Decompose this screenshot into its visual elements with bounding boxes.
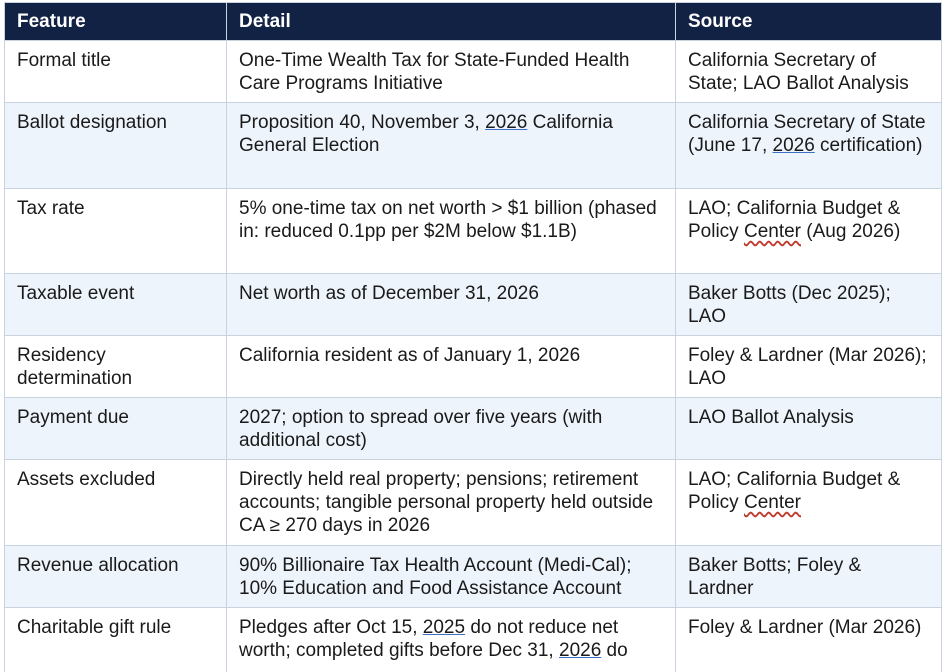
table-row — [5, 41, 942, 103]
feature-cell: Revenue allocation — [5, 546, 227, 608]
detail-cell: 2027; option to spread over five years (with additional cost) — [227, 398, 676, 460]
source-cell: Foley & Lardner (Mar 2026); LAO — [676, 336, 942, 398]
feature-cell: Assets excluded — [5, 460, 227, 546]
detail-cell: California resident as of January 1, 2026 — [227, 336, 676, 398]
header-feature: Feature — [5, 3, 227, 41]
feature-cell: Payment due — [5, 398, 227, 460]
source-cell: California Secretary of State; LAO Ballot Analysis — [676, 41, 942, 103]
feature-cell: Taxable event — [5, 274, 227, 336]
source-cell: Baker Botts; Foley & Lardner — [676, 546, 942, 608]
detail-cell: Proposition 40, November 3, 2026 California General Election — [227, 103, 676, 189]
detail-cell: 5% one-time tax on net worth > $1 billion (phased in: reduced 0.1pp per $2M below $1.1B) — [227, 189, 676, 274]
table-row — [5, 608, 942, 672]
table-row — [5, 336, 942, 398]
source-cell: Baker Botts (Dec 2025); LAO — [676, 274, 942, 336]
proposition-table — [4, 2, 942, 672]
table-row — [5, 189, 942, 274]
source-cell: LAO; California Budget & Policy Center — [676, 460, 942, 546]
header-detail: Detail — [227, 3, 676, 41]
table-row — [5, 460, 942, 546]
table-row — [5, 274, 942, 336]
feature-cell: Charitable gift rule — [5, 608, 227, 672]
detail-cell: Net worth as of December 31, 2026 — [227, 274, 676, 336]
feature-cell: Residency determination — [5, 336, 227, 398]
source-cell: LAO; California Budget & Policy Center (Aug 2026) — [676, 189, 942, 274]
table-row — [5, 398, 942, 460]
source-cell: Foley & Lardner (Mar 2026) — [676, 608, 942, 672]
detail-cell: One-Time Wealth Tax for State-Funded Health Care Programs Initiative — [227, 41, 676, 103]
header-source: Source — [676, 3, 942, 41]
detail-cell: Pledges after Oct 15, 2025 do not reduce net worth; completed gifts before Dec 31, 2026 do — [227, 608, 676, 672]
header-row — [5, 3, 942, 41]
detail-cell: Directly held real property; pensions; retirement accounts; tangible personal property held outside CA ≥ 270 days in 2026 — [227, 460, 676, 546]
table-row — [5, 546, 942, 608]
source-cell: LAO Ballot Analysis — [676, 398, 942, 460]
table-row — [5, 103, 942, 189]
source-cell: California Secretary of State (June 17, 2026 certification) — [676, 103, 942, 189]
feature-cell: Tax rate — [5, 189, 227, 274]
detail-cell: 90% Billionaire Tax Health Account (Medi-Cal); 10% Education and Food Assistance Account — [227, 546, 676, 608]
feature-cell: Formal title — [5, 41, 227, 103]
feature-cell: Ballot designation — [5, 103, 227, 189]
